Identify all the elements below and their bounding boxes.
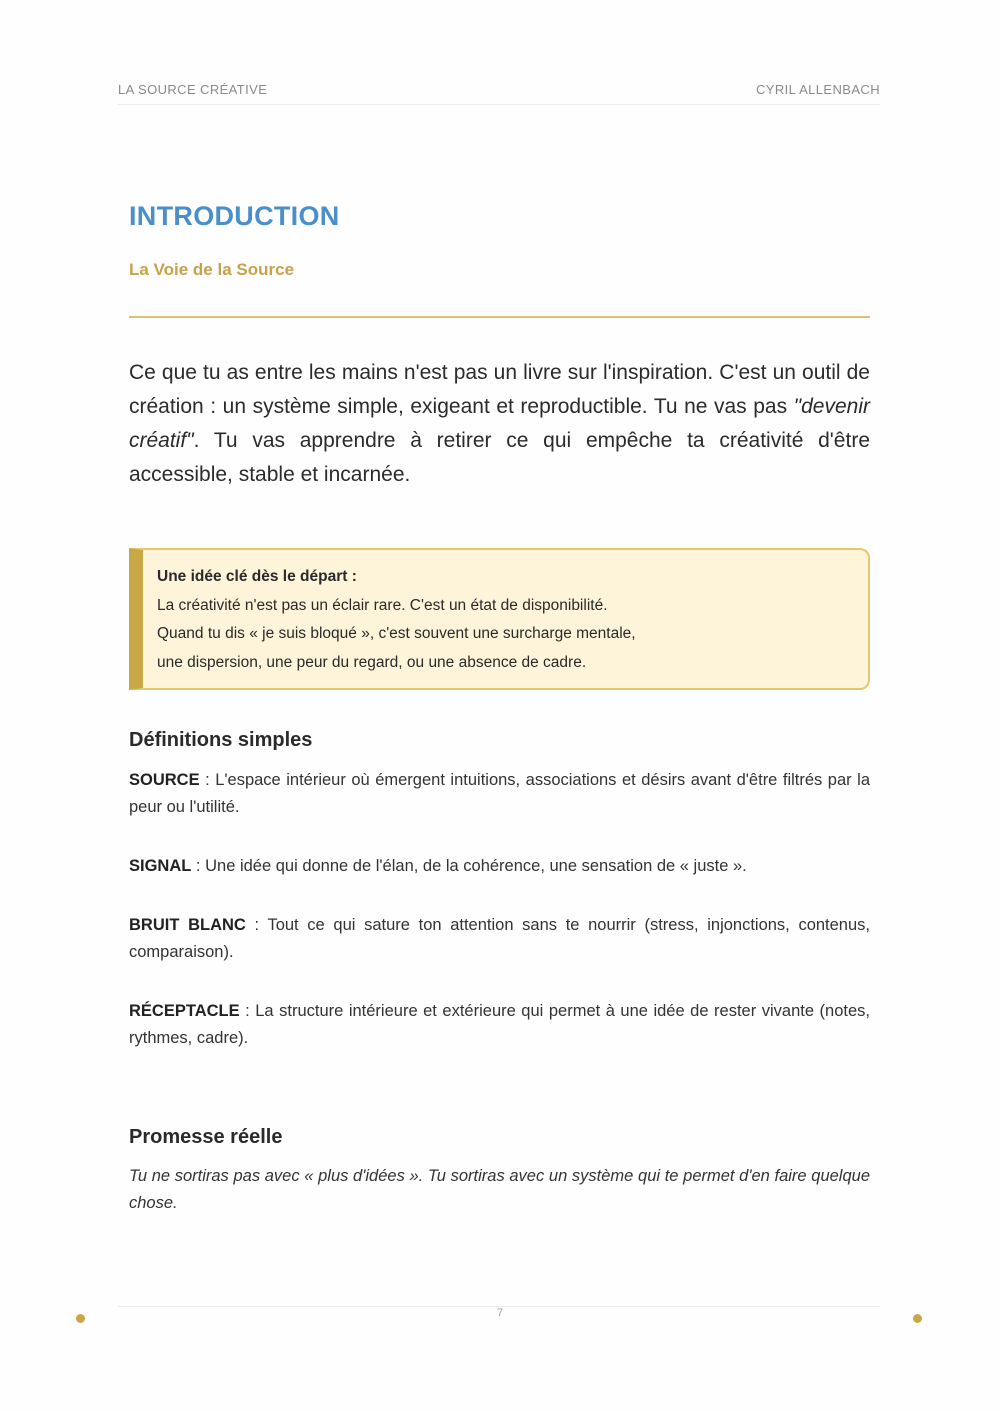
definition-item: [129, 853, 870, 880]
header-author: CYRIL ALLENBACH: [755, 82, 880, 97]
lead-italic-phrase: "devenir créatif": [129, 395, 870, 452]
header-book-title: LA SOURCE CRÉATIVE: [118, 82, 268, 97]
running-header: [118, 82, 880, 105]
definition-text: : Tout ce qui sature ton attention sans te nourrir (stress, injonctions, contenus, comparaison).: [129, 916, 870, 961]
definition-term: BRUIT BLANC: [129, 916, 246, 934]
page-number: 7: [496, 1307, 504, 1319]
chapter-title: INTRODUCTION: [129, 201, 340, 231]
lead-paragraph: [129, 356, 870, 492]
definition-term: RÉCEPTACLE: [129, 1002, 240, 1020]
definitions-heading: Définitions simples: [129, 729, 313, 751]
footer-right-dot: [913, 1314, 922, 1323]
definition-item: [129, 767, 870, 821]
definition-term: SIGNAL: [129, 857, 192, 875]
promise-heading: Promesse réelle: [129, 1126, 283, 1148]
definition-text: : L'espace intérieur où émergent intuitions, associations et désirs avant d'être filtrés par la peur ou l'utilité.: [129, 771, 870, 816]
definition-item: [129, 998, 870, 1052]
promise-text: Tu ne sortiras pas avec « plus d'idées ». Tu sortiras avec un système qui te permet d'en faire quelque chose.: [129, 1167, 870, 1212]
definition-item: [129, 912, 870, 966]
callout-line: Quand tu dis « je suis bloqué », c'est souvent une surcharge mentale,: [157, 625, 636, 642]
key-idea-callout: [129, 548, 870, 690]
definition-term: SOURCE: [129, 771, 200, 789]
lead-text-part2: . Tu vas apprendre à retirer ce qui empêche ta créativité d'être accessible, stable et incarnée.: [129, 429, 870, 486]
chapter-subtitle: La Voie de la Source: [129, 260, 295, 279]
title-divider: [129, 316, 870, 318]
definition-text: : La structure intérieure et extérieure qui permet à une idée de rester vivante (notes, rythmes, cadre).: [129, 1002, 870, 1047]
callout-line: La créativité n'est pas un éclair rare. C'est un état de disponibilité.: [157, 596, 608, 614]
lead-text-part1: Ce que tu as entre les mains n'est pas un livre sur l'inspiration. C'est un outil de création : un système simple, exigeant et reproductible. Tu ne vas pas: [129, 361, 870, 418]
callout-title: Une idée clé dès le départ :: [157, 568, 357, 585]
callout-line: une dispersion, une peur du regard, ou une absence de cadre.: [157, 653, 587, 671]
footer-left-dot: [76, 1314, 85, 1323]
definition-text: : Une idée qui donne de l'élan, de la cohérence, une sensation de « juste ».: [191, 857, 747, 875]
